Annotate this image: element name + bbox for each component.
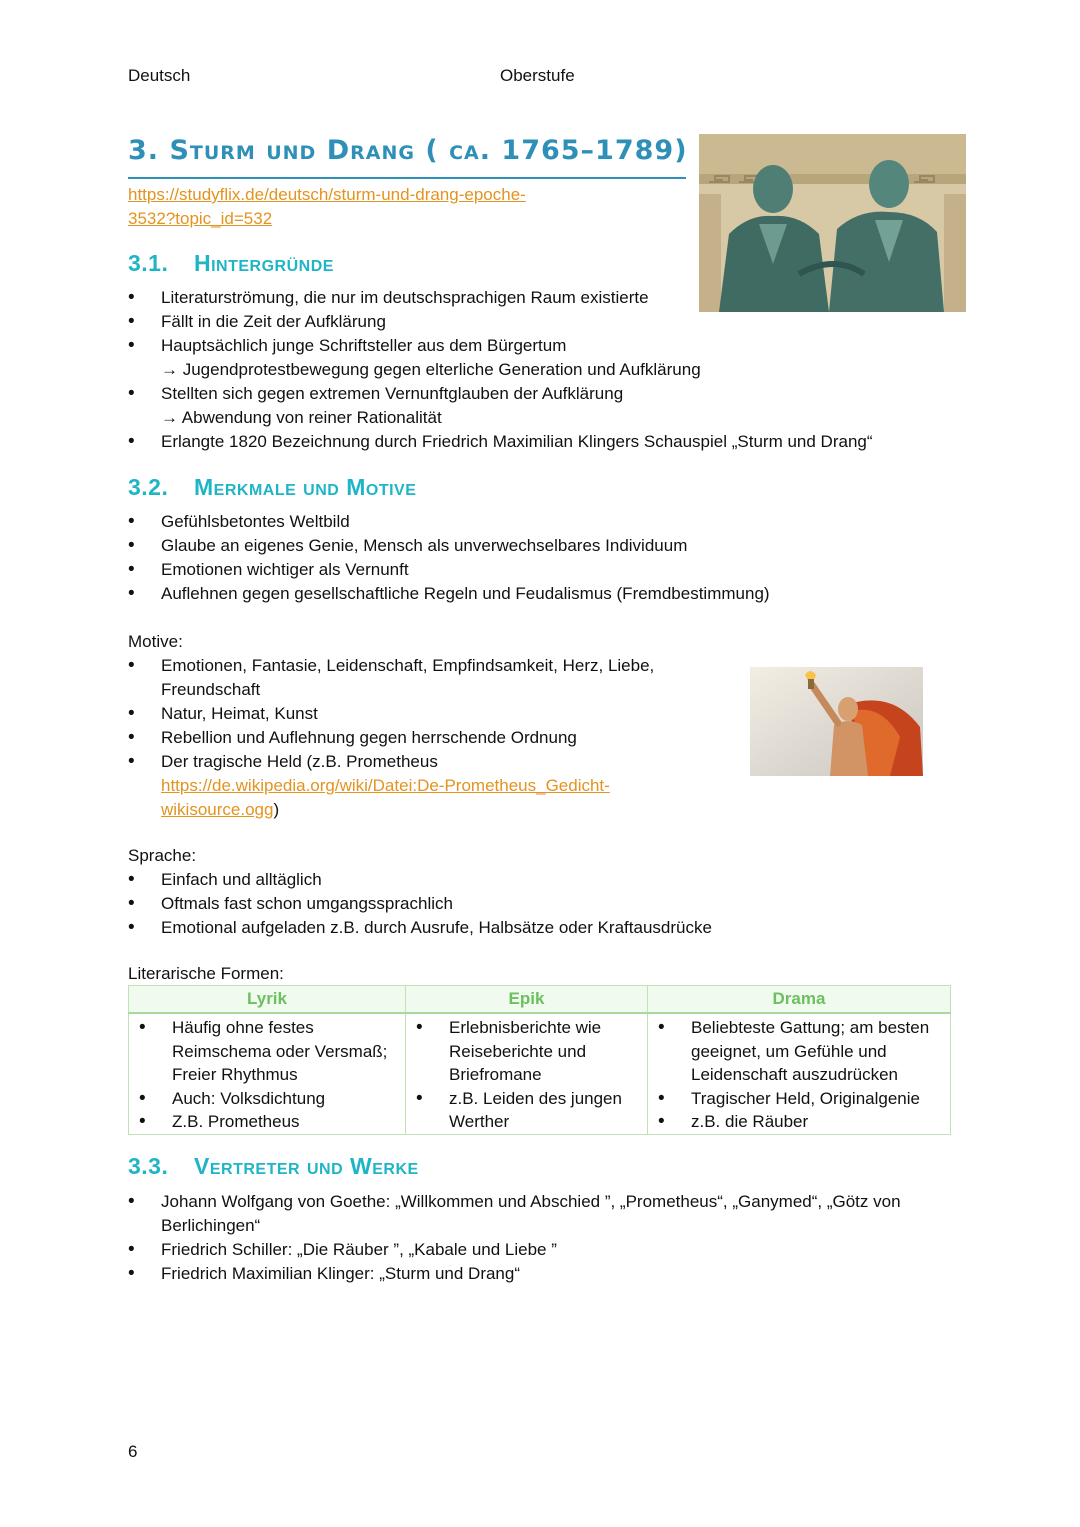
list-item: • z.B. Leiden des jungen Werther <box>416 1087 647 1134</box>
list-item: • Rebellion und Auflehnung gegen herrschende Ordnung <box>128 726 654 750</box>
closing-paren: ) <box>273 800 280 819</box>
list-item: • Friedrich Maximilian Klinger: „Sturm und Drang“ <box>128 1262 901 1286</box>
prometheus-link-line2[interactable]: wikisource.ogg <box>161 800 274 819</box>
list-item: • Tragischer Held, Originalgenie <box>658 1087 950 1111</box>
section-heading-hintergruende <box>128 250 334 277</box>
lyrik-cell <box>129 1013 406 1134</box>
list-item: • Erlebnisberichte wie Reiseberichte und Briefromane <box>416 1016 647 1087</box>
list-item: • Der tragische Held (z.B. Prometheus <box>128 750 654 774</box>
merkmale-list <box>128 510 770 606</box>
drama-cell <box>648 1013 951 1134</box>
column-header-epik: Epik <box>406 986 648 1014</box>
list-item: • Häufig ohne festes Reimschema oder Versmaß; Freier Rhythmus <box>139 1016 405 1087</box>
source-link-line1[interactable]: https://studyflix.de/deutsch/sturm-und-drang-epoche- <box>128 185 526 204</box>
source-link-line2[interactable]: 3532?topic_id=532 <box>128 209 273 228</box>
list-item: • Stellten sich gegen extremen Vernunftglauben der Aufklärung <box>128 382 873 406</box>
epik-cell <box>406 1013 648 1134</box>
list-item: • Gefühlsbetontes Weltbild <box>128 510 770 534</box>
list-subitem: → Abwendung von reiner Rationalität <box>161 408 442 427</box>
motive-label: Motive: <box>128 632 183 651</box>
hintergruende-list <box>128 286 873 454</box>
list-item: • Natur, Heimat, Kunst <box>128 702 654 726</box>
list-item: • Emotionen wichtiger als Vernunft <box>128 558 770 582</box>
section-title: Hintergründe <box>194 250 334 276</box>
column-header-drama: Drama <box>648 986 951 1014</box>
list-item: • Emotional aufgeladen z.B. durch Ausrufe, Halbsätze oder Kraftausdrücke <box>128 916 712 940</box>
page-number: 6 <box>128 1442 138 1461</box>
title-underline <box>128 177 686 179</box>
list-item: • Hauptsächlich junge Schriftsteller aus dem Bürgertum <box>128 334 873 358</box>
list-item-continued: Berlichingen“ <box>161 1216 261 1235</box>
list-item: • Beliebteste Gattung; am besten geeignet, um Gefühle und Leidenschaft auszudrücken <box>658 1016 950 1087</box>
list-item: • Einfach und alltäglich <box>128 868 712 892</box>
list-item: • Johann Wolfgang von Goethe: „Willkommen und Abschied ”, „Prometheus“, „Ganymed“, „Götz von <box>128 1190 901 1214</box>
page-title: 3. Sturm und Drang ( ca. 1765–1789) <box>128 135 688 166</box>
prometheus-link-line1[interactable]: https://de.wikipedia.org/wiki/Datei:De-Prometheus_Gedicht- <box>161 776 610 795</box>
sprache-list <box>128 868 712 940</box>
list-item: • Auch: Volksdichtung <box>139 1087 405 1111</box>
list-item-link[interactable] <box>128 774 654 798</box>
header-subject: Deutsch <box>128 66 191 85</box>
section-number: 3.2. <box>128 474 169 500</box>
list-item: • Glaube an eigenes Genie, Mensch als unverwechselbares Individuum <box>128 534 770 558</box>
vertreter-list <box>128 1190 901 1286</box>
section-number: 3.3. <box>128 1153 169 1179</box>
list-item: • Oftmals fast schon umgangssprachlich <box>128 892 712 916</box>
section-number: 3.1. <box>128 250 169 276</box>
section-heading-vertreter <box>128 1153 419 1180</box>
section-heading-merkmale <box>128 474 416 501</box>
list-item: • z.B. die Räuber <box>658 1110 950 1134</box>
list-subitem: → Jugendprotestbewegung gegen elterliche Generation und Aufklärung <box>161 360 701 379</box>
header-level: Oberstufe <box>500 66 575 85</box>
motive-list <box>128 654 654 822</box>
formen-label: Literarische Formen: <box>128 964 284 983</box>
list-item: • Auflehnen gegen gesellschaftliche Regeln und Feudalismus (Fremdbestimmung) <box>128 582 770 606</box>
list-item: • Emotionen, Fantasie, Leidenschaft, Empfindsamkeit, Herz, Liebe, <box>128 654 654 678</box>
list-item-link[interactable] <box>128 798 654 822</box>
list-item: • Literaturströmung, die nur im deutschsprachigen Raum existierte <box>128 286 873 310</box>
list-item: • Z.B. Prometheus <box>139 1110 405 1134</box>
list-item: • Friedrich Schiller: „Die Räuber ”, „Kabale und Liebe ” <box>128 1238 901 1262</box>
list-item: • Erlangte 1820 Bezeichnung durch Friedrich Maximilian Klingers Schauspiel „Sturm und Drang“ <box>128 430 873 454</box>
list-item-continued: Freundschaft <box>161 680 261 699</box>
section-title: Merkmale und Motive <box>194 474 417 500</box>
source-link[interactable] <box>128 183 526 231</box>
list-item: • Fällt in die Zeit der Aufklärung <box>128 310 873 334</box>
sprache-label: Sprache: <box>128 846 197 865</box>
formen-table <box>128 985 951 1135</box>
column-header-lyrik: Lyrik <box>129 986 406 1014</box>
prometheus-painting-image <box>750 667 923 776</box>
section-title: Vertreter und Werke <box>194 1153 419 1179</box>
